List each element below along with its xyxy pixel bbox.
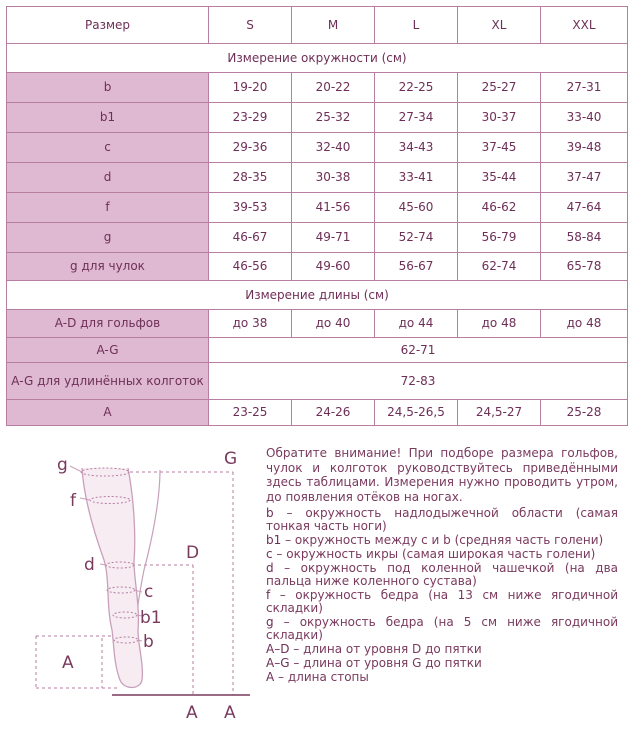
table-cell: 34-43 (375, 133, 458, 163)
g-leader (70, 466, 82, 472)
table-cell: 52-74 (375, 223, 458, 253)
legend-key: b1 (266, 533, 282, 547)
legend-item-c (266, 548, 618, 561)
section-length: Измерение длины (см) (7, 281, 628, 310)
header-m: M (292, 7, 375, 44)
legend-key: f (266, 588, 271, 602)
table-cell: 23-25 (209, 400, 292, 426)
table-row (7, 193, 628, 223)
table-row (7, 363, 628, 400)
table-header-row (7, 7, 628, 44)
legend-key: A (266, 670, 275, 684)
table-cell: до 48 (541, 310, 628, 338)
table-cell: до 48 (458, 310, 541, 338)
table-row (7, 103, 628, 133)
table-cell: 24,5-26,5 (375, 400, 458, 426)
table-cell: 27-34 (375, 103, 458, 133)
table-row (7, 223, 628, 253)
table-cell: 25-27 (458, 73, 541, 103)
legend-key: b (266, 506, 274, 520)
header-xl: XL (458, 7, 541, 44)
legend-text: – длина стопы (274, 670, 369, 684)
section-row (7, 281, 628, 310)
row-label: g (7, 223, 209, 253)
label-G: G (224, 449, 238, 469)
table-cell-merged: 62-71 (209, 338, 628, 363)
table-cell: 45-60 (375, 193, 458, 223)
table-cell: 49-60 (292, 253, 375, 281)
legend-text: – длина от уровня G до пятки (289, 656, 482, 670)
label-f: f (70, 491, 76, 511)
table-cell: 29-36 (209, 133, 292, 163)
table-cell: 24,5-27 (458, 400, 541, 426)
header-l: L (375, 7, 458, 44)
row-label: b (7, 73, 209, 103)
table-cell: 28-35 (209, 163, 292, 193)
table-cell: 37-47 (541, 163, 628, 193)
table-row (7, 73, 628, 103)
section-circumference: Измерение окружности (см) (7, 44, 628, 73)
label-a-bottom-1: A (186, 703, 198, 723)
table-row (7, 253, 628, 281)
table-cell: 33-40 (541, 103, 628, 133)
table-cell: до 38 (209, 310, 292, 338)
row-label: f (7, 193, 209, 223)
leg-measurement-diagram (0, 440, 260, 740)
row-label: c (7, 133, 209, 163)
table-cell: 20-22 (292, 73, 375, 103)
legend-text: – окружность надлодыжечной области (самая тонкая часть ноги) (266, 506, 618, 533)
row-label: A-D для гольфов (7, 310, 209, 338)
table-cell: 25-32 (292, 103, 375, 133)
table-cell: 33-41 (375, 163, 458, 193)
table-cell: 39-48 (541, 133, 628, 163)
table-cell: 39-53 (209, 193, 292, 223)
header-s: S (209, 7, 292, 44)
legend-item-f (266, 589, 618, 615)
table-cell-merged: 72-83 (209, 363, 628, 400)
table-cell: 62-74 (458, 253, 541, 281)
table-cell: 30-38 (292, 163, 375, 193)
legend-item-b1 (266, 534, 618, 547)
table-row (7, 163, 628, 193)
table-row (7, 133, 628, 163)
leg-diagram-svg (0, 440, 260, 740)
legend-key: g (266, 615, 274, 629)
table-cell: 32-40 (292, 133, 375, 163)
table-cell: до 44 (375, 310, 458, 338)
legend-text: – окружность бедра (на 5 см ниже ягодичной складки) (266, 615, 618, 642)
table-cell: 65-78 (541, 253, 628, 281)
size-table (6, 6, 628, 426)
header-xxl: XXL (541, 7, 628, 44)
front-leg-outline (82, 468, 142, 688)
table-cell: 23-29 (209, 103, 292, 133)
table-row (7, 400, 628, 426)
legend-key: A–D (266, 642, 290, 656)
legend-item-g (266, 616, 618, 642)
table-cell: 58-84 (541, 223, 628, 253)
row-label: A (7, 400, 209, 426)
legend-item-a-d (266, 643, 618, 656)
label-a-left: A (62, 653, 74, 673)
row-label: g для чулок (7, 253, 209, 281)
table-cell: 24-26 (292, 400, 375, 426)
row-label: b1 (7, 103, 209, 133)
table-cell: 41-56 (292, 193, 375, 223)
label-b1: b1 (140, 608, 162, 628)
table-cell: 46-62 (458, 193, 541, 223)
table-cell: до 40 (292, 310, 375, 338)
row-label: A-G (7, 338, 209, 363)
measurement-notes (266, 446, 618, 685)
table-cell: 47-64 (541, 193, 628, 223)
table-cell: 22-25 (375, 73, 458, 103)
header-size: Размер (7, 7, 209, 44)
label-b: b (143, 632, 154, 652)
table-cell: 49-71 (292, 223, 375, 253)
label-d: d (84, 555, 95, 575)
legend-text: – окружность бедра (на 13 см ниже ягодичной складки) (266, 588, 618, 615)
legend-key: d (266, 561, 274, 575)
label-g: g (57, 455, 68, 475)
table-cell: 46-67 (209, 223, 292, 253)
legend-text: – окружность икры (самая широкая часть голени) (272, 547, 596, 561)
legend-text: – окружность под коленной чашечкой (на два пальца ниже коленного сустава) (266, 561, 618, 588)
section-row (7, 44, 628, 73)
row-label: d (7, 163, 209, 193)
table-cell: 35-44 (458, 163, 541, 193)
attention-note: Обратите внимание! При подборе размера гольфов, чулок и колготок руководствуйтесь приведёнными здесь таблицами. Измерения нужно проводить утром, до появления отёков на ногах. (266, 446, 618, 504)
table-cell: 56-79 (458, 223, 541, 253)
legend-text: – длина от уровня D до пятки (289, 642, 482, 656)
table-cell: 30-37 (458, 103, 541, 133)
legend-key: c (266, 547, 273, 561)
table-cell: 27-31 (541, 73, 628, 103)
legend-item-d (266, 562, 618, 588)
label-D: D (186, 543, 200, 563)
table-cell: 56-67 (375, 253, 458, 281)
legend-item-a (266, 671, 618, 684)
table-cell: 37-45 (458, 133, 541, 163)
legend-item-a-g (266, 657, 618, 670)
legend-key: A–G (266, 656, 290, 670)
label-a-bottom-2: A (224, 703, 236, 723)
table-row (7, 338, 628, 363)
row-label: A-G для удлинённых колготок (7, 363, 209, 400)
table-row (7, 310, 628, 338)
label-c: c (144, 582, 154, 602)
table-cell: 25-28 (541, 400, 628, 426)
table-cell: 19-20 (209, 73, 292, 103)
table-cell: 46-56 (209, 253, 292, 281)
legend-item-b (266, 507, 618, 533)
legend-text: – окружность между c и b (средняя часть голени) (281, 533, 604, 547)
